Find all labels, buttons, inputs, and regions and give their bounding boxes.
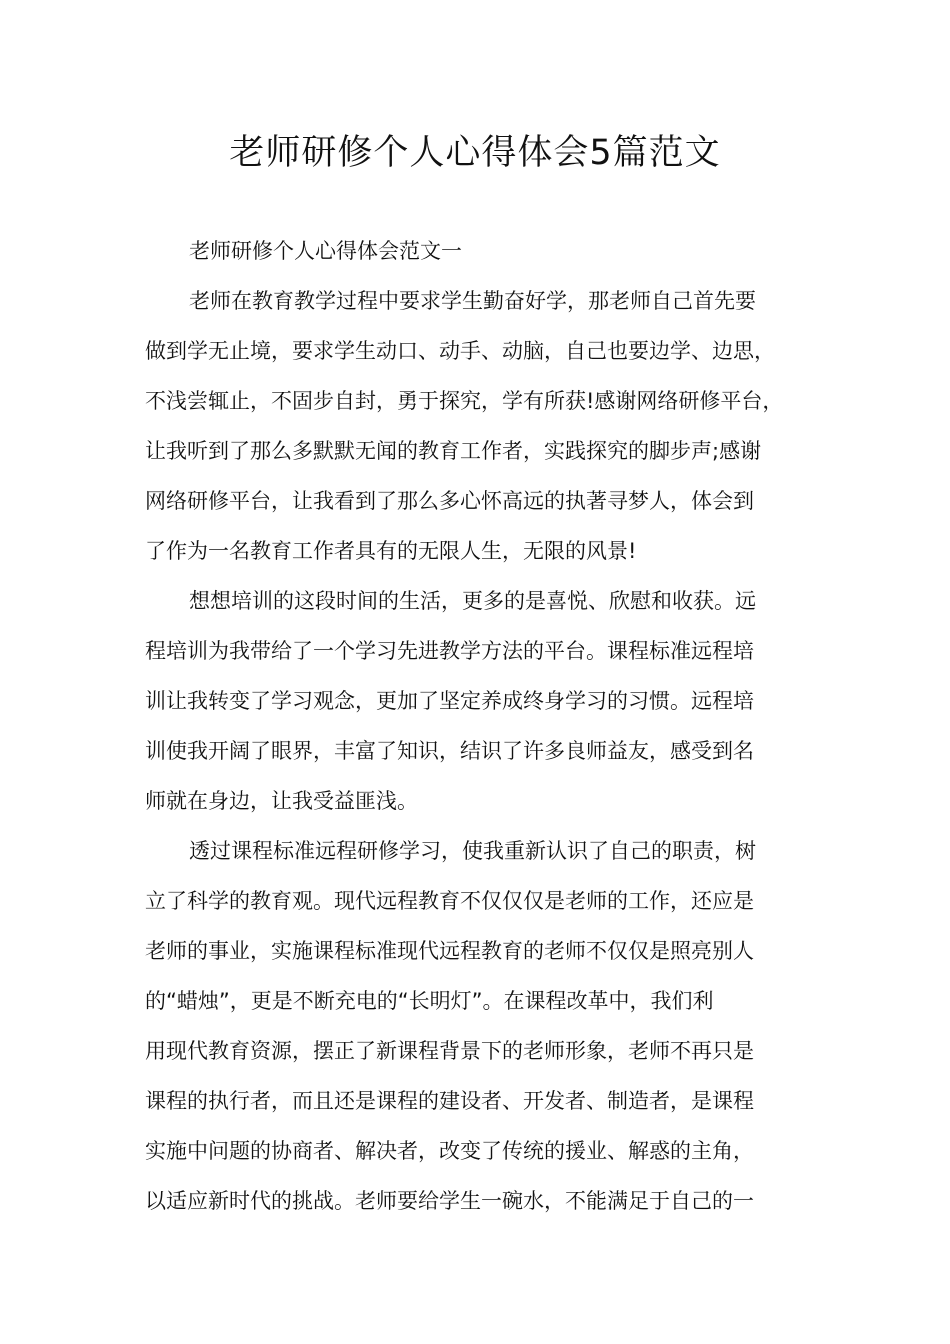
paragraph-line: 训让我转变了学习观念，更加了坚定养成终身学习的习惯。远程培 xyxy=(145,689,754,713)
paragraph-line: 用现代教育资源，摆正了新课程背景下的老师形象，老师不再只是 xyxy=(145,1039,754,1063)
section-subheading: 老师研修个人心得体会范文一 xyxy=(189,239,462,263)
article-body xyxy=(145,226,810,1226)
paragraph-line: 透过课程标准远程研修学习，使我重新认识了自己的职责，树 xyxy=(189,839,756,863)
paragraph-line: 课程的执行者，而且还是课程的建设者、开发者、制造者，是课程 xyxy=(145,1089,754,1113)
paragraph-line: 训使我开阔了眼界，丰富了知识，结识了许多良师益友，感受到名 xyxy=(145,739,754,763)
paragraph-line: 的“蜡烛”，更是不断充电的“长明灯”。在课程改革中，我们利 xyxy=(145,989,714,1013)
paragraph-line: 程培训为我带给了一个学习先进教学方法的平台。课程标准远程培 xyxy=(145,639,754,663)
paragraph-line: 让我听到了那么多默默无闻的教育工作者，实践探究的脚步声;感谢 xyxy=(145,439,762,463)
paragraph-3 xyxy=(145,826,810,1226)
paragraph-2 xyxy=(145,576,810,826)
paragraph-line: 做到学无止境，要求学生动口、动手、动脑，自己也要边学、边思， xyxy=(145,339,775,363)
paragraph-line: 网络研修平台，让我看到了那么多心怀高远的执著寻梦人，体会到 xyxy=(145,489,754,513)
document-title: 老师研修个人心得体会5篇范文 xyxy=(229,133,721,173)
paragraph-line: 师就在身边，让我受益匪浅。 xyxy=(145,789,418,813)
paragraph-line: 了作为一名教育工作者具有的无限人生，无限的风景! xyxy=(145,539,637,563)
paragraph-line: 老师在教育教学过程中要求学生勤奋好学，那老师自己首先要 xyxy=(189,289,756,313)
paragraph-line: 想想培训的这段时间的生活，更多的是喜悦、欣慰和收获。远 xyxy=(189,589,756,613)
paragraph-line: 实施中问题的协商者、解决者，改变了传统的援业、解惑的主角， xyxy=(145,1139,754,1163)
paragraph-line: 以适应新时代的挑战。老师要给学生一碗水，不能满足于自己的一 xyxy=(145,1189,754,1213)
paragraph-line: 不浅尝辄止，不固步自封，勇于探究，学有所获!感谢网络研修平台， xyxy=(145,389,784,413)
paragraph-line: 老师的事业，实施课程标准现代远程教育的老师不仅仅是照亮别人 xyxy=(145,939,754,963)
paragraph-1 xyxy=(145,276,810,576)
paragraph-line: 立了科学的教育观。现代远程教育不仅仅仅是老师的工作，还应是 xyxy=(145,889,754,913)
